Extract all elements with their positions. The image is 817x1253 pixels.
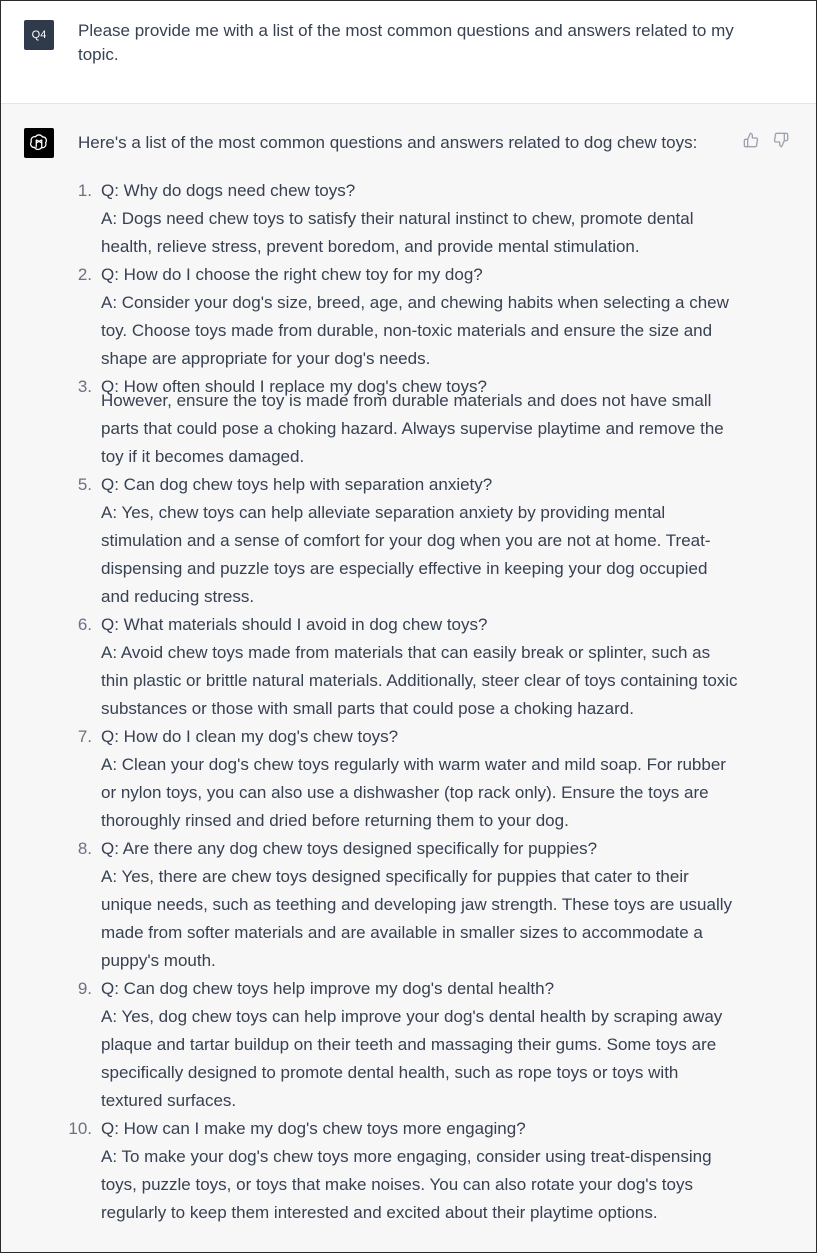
question-text: Q: What materials should I avoid in dog chew toys? <box>101 615 488 634</box>
question-text: Q: How can I make my dog's chew toys more engaging? <box>101 1119 526 1138</box>
answer-text: A: Yes, chew toys can help alleviate separation anxiety by providing mental stimulation and a sense of comfort for your dog when you are not at home. Treat-dispensing and puzzle toys are especially effective in keeping your dog occupied and reducing stress. <box>101 503 711 606</box>
feedback-controls <box>742 131 790 149</box>
assistant-avatar <box>24 128 54 158</box>
item-number: 1. <box>77 181 92 200</box>
answer-text: A: Consider your dog's size, breed, age, and chewing habits when selecting a chew toy. Choose toys made from durable, non-toxic materials and ensure the size and shape are appropriate for your dog's needs. <box>101 293 729 368</box>
qa-list <box>68 177 738 1227</box>
item-number: 7. <box>77 727 92 746</box>
item-number: 9. <box>77 979 92 998</box>
question-text: Q: How do I clean my dog's chew toys? <box>101 727 399 746</box>
item-number: 10. <box>68 1119 92 1138</box>
list-item <box>78 975 738 1115</box>
question-text: Q: Can dog chew toys help with separation anxiety? <box>101 475 493 494</box>
user-message-row <box>1 1 816 104</box>
thumbs-up-icon <box>743 132 759 148</box>
item-number: 3. <box>77 377 92 396</box>
list-item <box>68 1115 738 1227</box>
list-item <box>78 835 738 975</box>
list-item <box>78 611 738 723</box>
question-text: Q: Why do dogs need chew toys? <box>101 181 356 200</box>
answer-text: A: Dogs need chew toys to satisfy their natural instinct to chew, promote dental health, relieve stress, prevent boredom, and provide mental stimulation. <box>101 209 694 256</box>
thumbs-up-button[interactable] <box>742 131 760 149</box>
list-item <box>78 177 738 261</box>
answer-text: A: Yes, dog chew toys can help improve your dog's dental health by scraping away plaque and tartar buildup on their teeth and massaging their gums. Some toys are specifically designed to promote dental health, such as rope toys or toys with textured surfaces. <box>101 1007 723 1110</box>
thumbs-down-button[interactable] <box>772 131 790 149</box>
answer-text: However, ensure the toy is made from durable materials and does not have small parts that could pose a choking hazard. Always supervise playtime and remove the toy if it becomes damaged. <box>101 391 724 466</box>
list-item <box>78 261 738 373</box>
assistant-message-row <box>1 104 816 1252</box>
item-number: 8. <box>77 839 92 858</box>
item-number: 2. <box>77 265 92 284</box>
answer-text: A: Avoid chew toys made from materials that can easily break or splinter, such as thin plastic or brittle natural materials. Additionally, steer clear of toys containing toxic substances or those with small parts that could pose a choking hazard. <box>101 643 738 718</box>
thumbs-down-icon <box>773 132 789 148</box>
user-avatar: Q4 <box>24 20 54 50</box>
user-message-text: Please provide me with a list of the most common questions and answers related to my topic. <box>78 21 734 64</box>
item-number: 6. <box>77 615 92 634</box>
answer-text: A: Yes, there are chew toys designed specifically for puppies that cater to their unique needs, such as teething and developing jaw strength. These toys are usually made from softer materials and are available in smaller sizes to accommodate a puppy's mouth. <box>101 867 732 970</box>
assistant-intro: Here's a list of the most common questions and answers related to dog chew toys: <box>78 133 698 152</box>
question-text: Q: Can dog chew toys help improve my dog's dental health? <box>101 979 555 998</box>
answer-text: A: To make your dog's chew toys more engaging, consider using treat-dispensing toys, puzzle toys, or toys that make noises. You can also rotate your dog's toys regularly to keep them interested and excited about their playtime options. <box>101 1147 712 1222</box>
question-text: Q: How do I choose the right chew toy for my dog? <box>101 265 483 284</box>
assistant-message-content <box>68 129 738 1227</box>
list-item <box>78 471 738 611</box>
question-text: Q: How often should I replace my dog's chew toys? <box>101 377 487 396</box>
openai-logo-icon <box>28 132 50 154</box>
item-number: 5. <box>77 475 92 494</box>
answer-text: A: Clean your dog's chew toys regularly with warm water and mild soap. For rubber or nylon toys, you can also use a dishwasher (top rack only). Ensure the toys are thoroughly rinsed and dried before returning them to your dog. <box>101 755 726 830</box>
list-item <box>78 723 738 835</box>
question-text: Q: Are there any dog chew toys designed specifically for puppies? <box>101 839 598 858</box>
list-item <box>78 373 738 471</box>
